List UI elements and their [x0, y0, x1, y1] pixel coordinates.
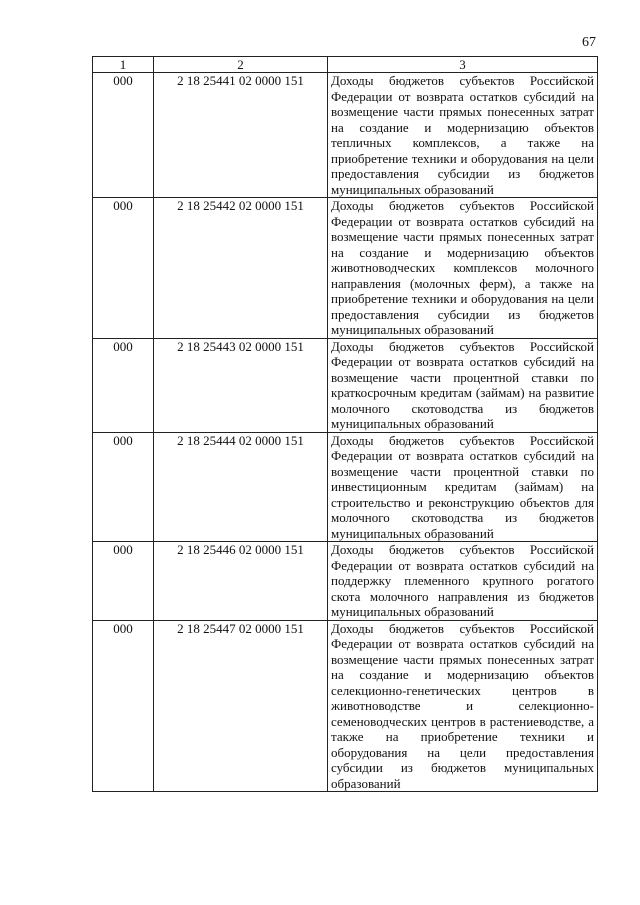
table-row [93, 338, 598, 432]
budget-code-cell: 2 18 25441 02 0000 151 [154, 73, 328, 198]
budget-codes-table [92, 56, 598, 792]
admin-code-cell: 000 [93, 73, 154, 198]
column-header-1: 1 [93, 57, 154, 73]
table-row [93, 432, 598, 542]
header-row [93, 57, 598, 73]
budget-code-cell: 2 18 25447 02 0000 151 [154, 620, 328, 792]
budget-code-cell: 2 18 25443 02 0000 151 [154, 338, 328, 432]
table-row [93, 73, 598, 198]
budget-code-cell: 2 18 25442 02 0000 151 [154, 198, 328, 339]
revenue-name-cell: Доходы бюджетов субъектов Российской Федерации от возврата остатков субсидий на поддержку племенного крупного рогатого скота молочного направления из бюджетов муниципальных образований [328, 542, 598, 621]
revenue-name-cell: Доходы бюджетов субъектов Российской Федерации от возврата остатков субсидий на возмещение части процентной ставки по краткосрочным кредитам (займам) на развитие молочного скотоводства из бюджетов муниципальных образований [328, 338, 598, 432]
table-row [93, 542, 598, 621]
admin-code-cell: 000 [93, 338, 154, 432]
admin-code-cell: 000 [93, 542, 154, 621]
table-row [93, 620, 598, 792]
column-header-2: 2 [154, 57, 328, 73]
revenue-name-cell: Доходы бюджетов субъектов Российской Федерации от возврата остатков субсидий на возмещение части процентной ставки по инвестиционным кредитам (займам) на строительство и реконструкцию объектов для молочного скотоводства из бюджетов муниципальных образований [328, 432, 598, 542]
budget-code-cell: 2 18 25446 02 0000 151 [154, 542, 328, 621]
revenue-name-cell: Доходы бюджетов субъектов Российской Федерации от возврата остатков субсидий на возмещение части прямых понесенных затрат на создание и модернизацию объектов животноводческих комплексов молочного направления (молочных ферм), а также на приобретение техники и оборудования на цели предоставления субсидии из бюджетов муниципальных образований [328, 198, 598, 339]
admin-code-cell: 000 [93, 432, 154, 542]
table-row [93, 198, 598, 339]
column-header-3: 3 [328, 57, 598, 73]
admin-code-cell: 000 [93, 198, 154, 339]
revenue-name-cell: Доходы бюджетов субъектов Российской Федерации от возврата остатков субсидий на возмещение части прямых понесенных затрат на создание и модернизацию объектов тепличных комплексов, а также на приобретение техники и оборудования на цели предоставления субсидии из бюджетов муниципальных образований [328, 73, 598, 198]
revenue-name-cell: Доходы бюджетов субъектов Российской Федерации от возврата остатков субсидий на возмещение части прямых понесенных затрат на создание и модернизацию объектов селекционно-генетических центров в животноводстве и селекционно-семеноводческих центров в растениеводстве, а также на приобретение техники и оборудования на цели предоставления субсидии из бюджетов муниципальных образований [328, 620, 598, 792]
budget-code-cell: 2 18 25444 02 0000 151 [154, 432, 328, 542]
page-number: 67 [582, 35, 596, 50]
admin-code-cell: 000 [93, 620, 154, 792]
